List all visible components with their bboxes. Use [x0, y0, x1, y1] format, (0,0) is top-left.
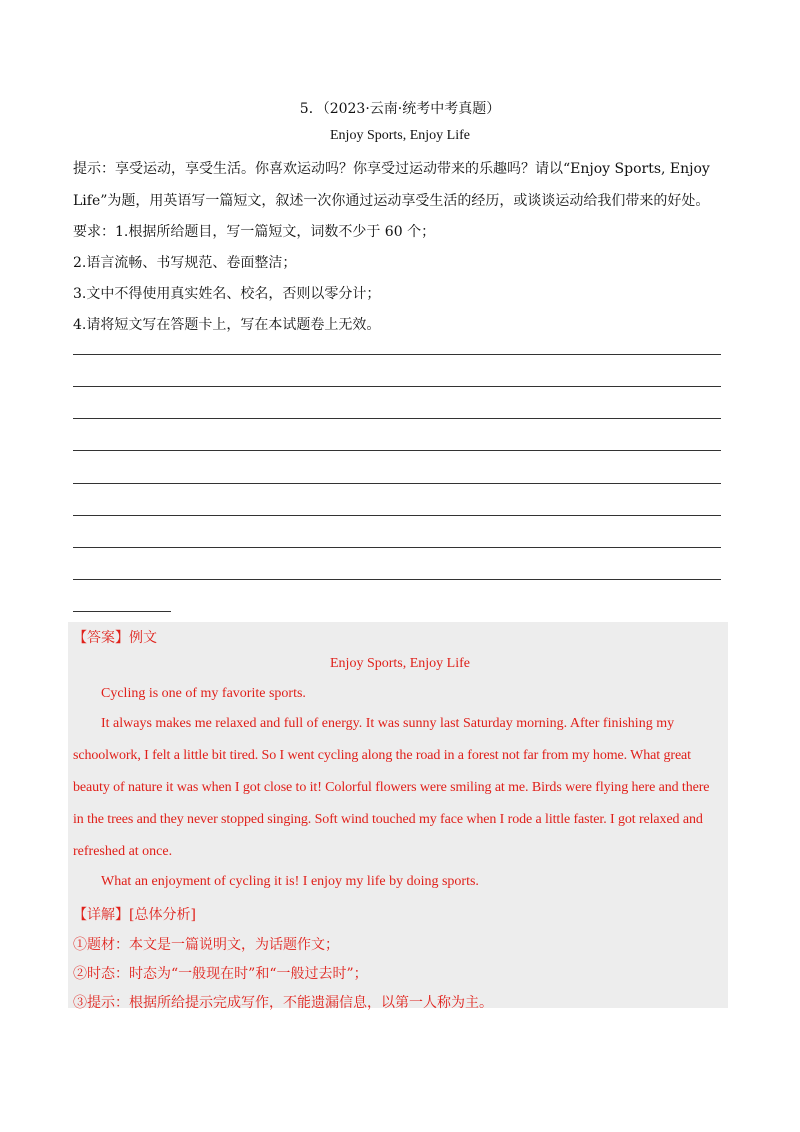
writing-line [73, 483, 721, 484]
requirement-1: 要求：1.根据所给题目，写一篇短文，词数不少于 60 个； [73, 224, 436, 240]
question-number: 5．（2023·云南·统考中考真题） [299, 101, 501, 117]
writing-line [73, 354, 721, 355]
answer-line: refreshed at once. [73, 844, 173, 859]
analysis-point-3: ③提示：根据所给提示完成写作，不能遗漏信息，以第一人称为主。 [73, 995, 493, 1011]
prompt-line-2: Life”为题，用英语写一篇短文，叙述一次你通过运动享受生活的经历，或谈谈运动给我们带来的好处。 [73, 193, 710, 209]
prompt-line-1: 提示：享受运动，享受生活。你喜欢运动吗？你享受过运动带来的乐趣吗？请以“Enjoy Sports, Enjoy [73, 161, 710, 177]
essay-title: Enjoy Sports, Enjoy Life [330, 128, 470, 143]
answer-line: in the trees and they never stopped singing. Soft wind touched my face when I rode a little faster. I got relaxed and [73, 812, 703, 827]
requirement-2: 2.语言流畅、书写规范、卷面整洁； [73, 255, 297, 271]
analysis-point-1: ①题材：本文是一篇说明文，为话题作文； [73, 937, 339, 953]
requirement-3: 3.文中不得使用真实姓名、校名，否则以零分计； [73, 286, 381, 302]
answer-line: Cycling is one of my favorite sports. [101, 686, 306, 701]
writing-line [73, 579, 721, 580]
answer-line: It always makes me relaxed and full of energy. It was sunny last Saturday morning. After finishing my [101, 716, 675, 731]
answer-title: Enjoy Sports, Enjoy Life [330, 656, 470, 671]
section-divider [73, 611, 171, 612]
requirement-4: 4.请将短文写在答题卡上，写在本试题卷上无效。 [73, 317, 381, 333]
writing-line [73, 386, 721, 387]
analysis-label: 【详解】[总体分析] [73, 907, 196, 923]
writing-line [73, 450, 721, 451]
writing-line [73, 515, 721, 516]
writing-line [73, 418, 721, 419]
analysis-point-2: ②时态：时态为“一般现在时”和“一般过去时”； [73, 966, 368, 982]
writing-line [73, 547, 721, 548]
answer-line: beauty of nature it was when I got close to it! Colorful flowers were smiling at me. Birds were flying here and there [73, 780, 710, 795]
answer-line: schoolwork, I felt a little bit tired. So I went cycling along the road in a forest not far from my home. What great [73, 748, 691, 763]
answer-label: 【答案】例文 [73, 630, 157, 646]
answer-line: What an enjoyment of cycling it is! I enjoy my life by doing sports. [101, 874, 479, 889]
